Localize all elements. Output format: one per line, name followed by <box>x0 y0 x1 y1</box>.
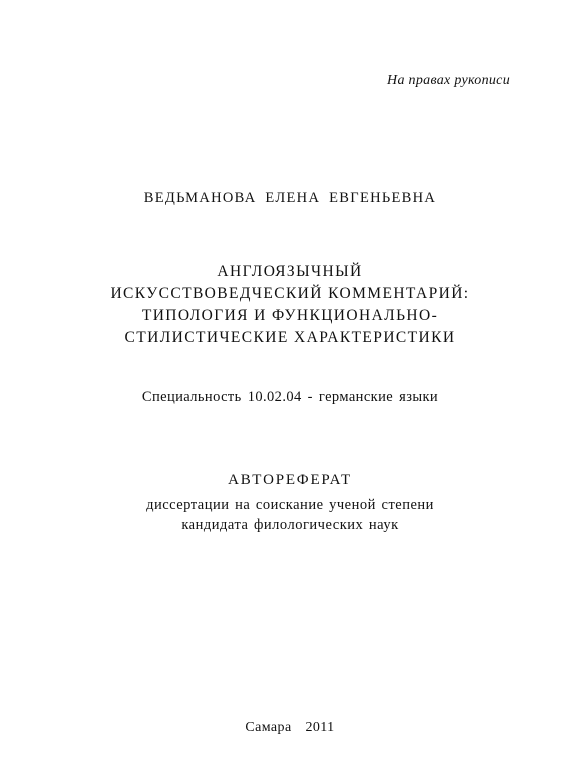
degree-description-line-2: кандидата филологических наук <box>181 517 399 533</box>
title-line-2: ИСКУССТВОВЕДЧЕСКИЙ КОММЕНТАРИЙ: <box>110 285 470 302</box>
title-line-4: СТИЛИСТИЧЕСКИЕ ХАРАКТЕРИСТИКИ <box>124 329 456 346</box>
specialty-code: Специальность 10.02.04 - германские языки <box>141 389 439 405</box>
city: Самара <box>245 720 292 735</box>
degree-description-line-1: диссертации на соискание ученой степени <box>146 497 434 513</box>
manuscript-note: На правах рукописи <box>387 73 510 88</box>
document-type: АВТОРЕФЕРАТ <box>228 472 352 488</box>
author-name: ВЕДЬМАНОВА ЕЛЕНА ЕВГЕНЬЕВНА <box>143 190 437 206</box>
place-and-year <box>0 720 580 736</box>
title-line-1: АНГЛОЯЗЫЧНЫЙ <box>217 263 363 280</box>
dissertation-title <box>0 261 580 349</box>
year: 2011 <box>305 720 335 735</box>
title-line-3: ТИПОЛОГИЯ И ФУНКЦИОНАЛЬНО- <box>141 307 439 324</box>
